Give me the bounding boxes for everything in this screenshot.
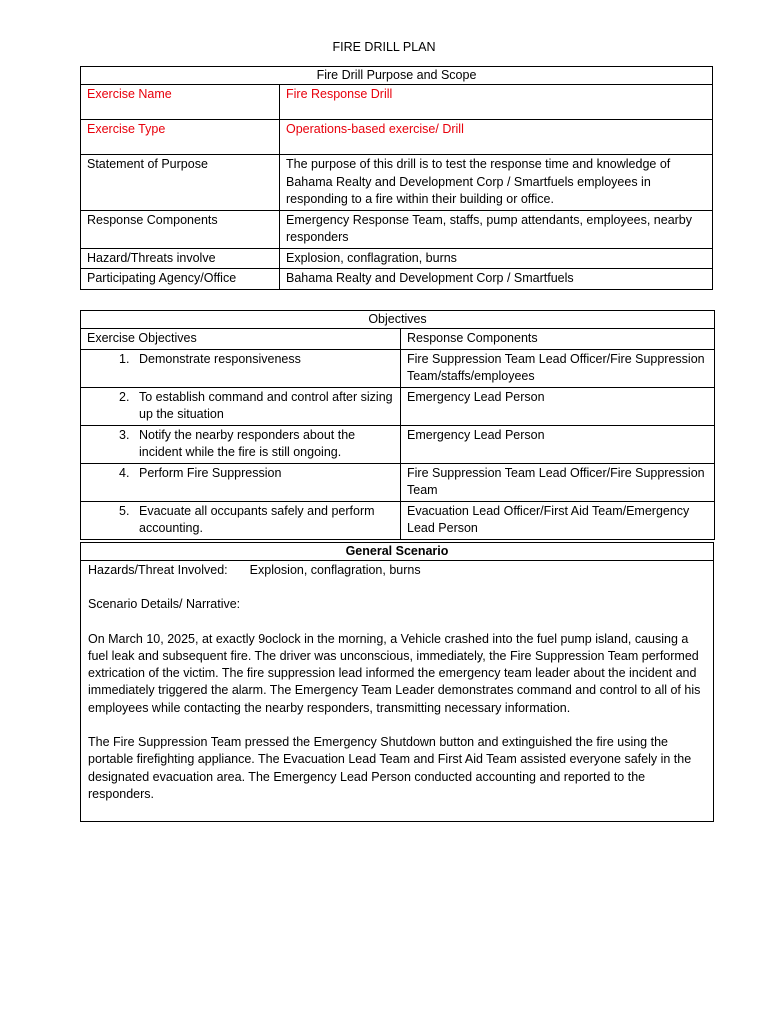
objective-cell bbox=[81, 349, 401, 387]
objective-number: 5. bbox=[119, 503, 130, 518]
objective-text: Evacuate all occupants safely and perform accounting. bbox=[139, 503, 375, 535]
response-components-label: Response Components bbox=[81, 210, 280, 248]
objective-text: Demonstrate responsiveness bbox=[139, 351, 301, 366]
exercise-type-label: Exercise Type bbox=[81, 120, 280, 155]
scenario-paragraph-2: The Fire Suppression Team pressed the Emergency Shutdown button and extinguished the fire using the portable firefighting appliance. The Evacuation Lead Team and First Aid Team assisted everyone safely in the designated evacuation area. The Emergency Lead Person conducted accounting and reported to the responders. bbox=[88, 735, 692, 801]
objective-number: 1. bbox=[119, 351, 130, 366]
scenario-hazards-value: Explosion, conflagration, burns bbox=[249, 563, 421, 577]
table-row bbox=[81, 501, 715, 539]
scenario-paragraph-1: On March 10, 2025, at exactly 9oclock in the morning, a Vehicle crashed into the fuel pump island, causing a fuel leak and subsequent fire. The driver was unconscious, immediately, the Fire Suppression Team performed extrication of the victim. The fire suppression lead informed the emergency team leader about the incident and immediately triggered the alarm. The Emergency Team Leader demonstrates command and control to all of his employees while contacting the nearby responders, transmitting necessary information. bbox=[88, 631, 701, 715]
objective-text: Notify the nearby responders about the incident while the fire is still ongoing. bbox=[139, 427, 356, 459]
table-row bbox=[81, 349, 715, 387]
objectives-header: Objectives bbox=[81, 311, 715, 329]
table-row bbox=[81, 387, 715, 425]
scenario-hazards-label: Hazards/Threat Involved: bbox=[88, 563, 228, 577]
hazards-value: Explosion, conflagration, burns bbox=[280, 248, 713, 269]
objectives-table bbox=[80, 310, 715, 540]
general-scenario-header: General Scenario bbox=[81, 543, 714, 561]
scenario-body bbox=[81, 561, 714, 822]
objective-number: 3. bbox=[119, 427, 130, 442]
objective-text: Perform Fire Suppression bbox=[139, 465, 282, 480]
exercise-objectives-col-header: Exercise Objectives bbox=[81, 329, 401, 350]
agency-value: Bahama Realty and Development Corp / Smartfuels bbox=[280, 269, 713, 290]
exercise-name-label: Exercise Name bbox=[81, 85, 280, 120]
objective-cell bbox=[81, 501, 401, 539]
objective-number: 4. bbox=[119, 465, 130, 480]
purpose-scope-header: Fire Drill Purpose and Scope bbox=[81, 67, 713, 85]
exercise-type-value: Operations-based exercise/ Drill bbox=[280, 120, 713, 155]
purpose-label: Statement of Purpose bbox=[81, 155, 280, 211]
agency-label: Participating Agency/Office bbox=[81, 269, 280, 290]
page-title: FIRE DRILL PLAN bbox=[332, 40, 436, 54]
component-cell: Emergency Lead Person bbox=[401, 425, 715, 463]
response-components-col-header: Response Components bbox=[401, 329, 715, 350]
objective-cell bbox=[81, 425, 401, 463]
purpose-scope-table bbox=[80, 66, 713, 290]
objective-number: 2. bbox=[119, 389, 130, 404]
objective-text: To establish command and control after sizing up the situation bbox=[139, 389, 393, 421]
response-components-value: Emergency Response Team, staffs, pump attendants, employees, nearby responders bbox=[280, 210, 713, 248]
exercise-name-value: Fire Response Drill bbox=[280, 85, 713, 120]
purpose-value: The purpose of this drill is to test the response time and knowledge of Bahama Realty and Development Corp / Smartfuels employees in responding to a fire within their building or office. bbox=[280, 155, 713, 211]
scenario-details-label: Scenario Details/ Narrative: bbox=[88, 597, 241, 612]
general-scenario-table bbox=[80, 542, 714, 822]
component-cell: Evacuation Lead Officer/First Aid Team/Emergency Lead Person bbox=[401, 501, 715, 539]
scenario-hazards-line bbox=[88, 562, 706, 579]
objective-cell bbox=[81, 387, 401, 425]
hazards-label: Hazard/Threats involve bbox=[81, 248, 280, 269]
component-cell: Fire Suppression Team Lead Officer/Fire Suppression Team bbox=[401, 463, 715, 501]
component-cell: Fire Suppression Team Lead Officer/Fire Suppression Team/staffs/employees bbox=[401, 349, 715, 387]
component-cell: Emergency Lead Person bbox=[401, 387, 715, 425]
table-row bbox=[81, 425, 715, 463]
table-row bbox=[81, 463, 715, 501]
objective-cell bbox=[81, 463, 401, 501]
